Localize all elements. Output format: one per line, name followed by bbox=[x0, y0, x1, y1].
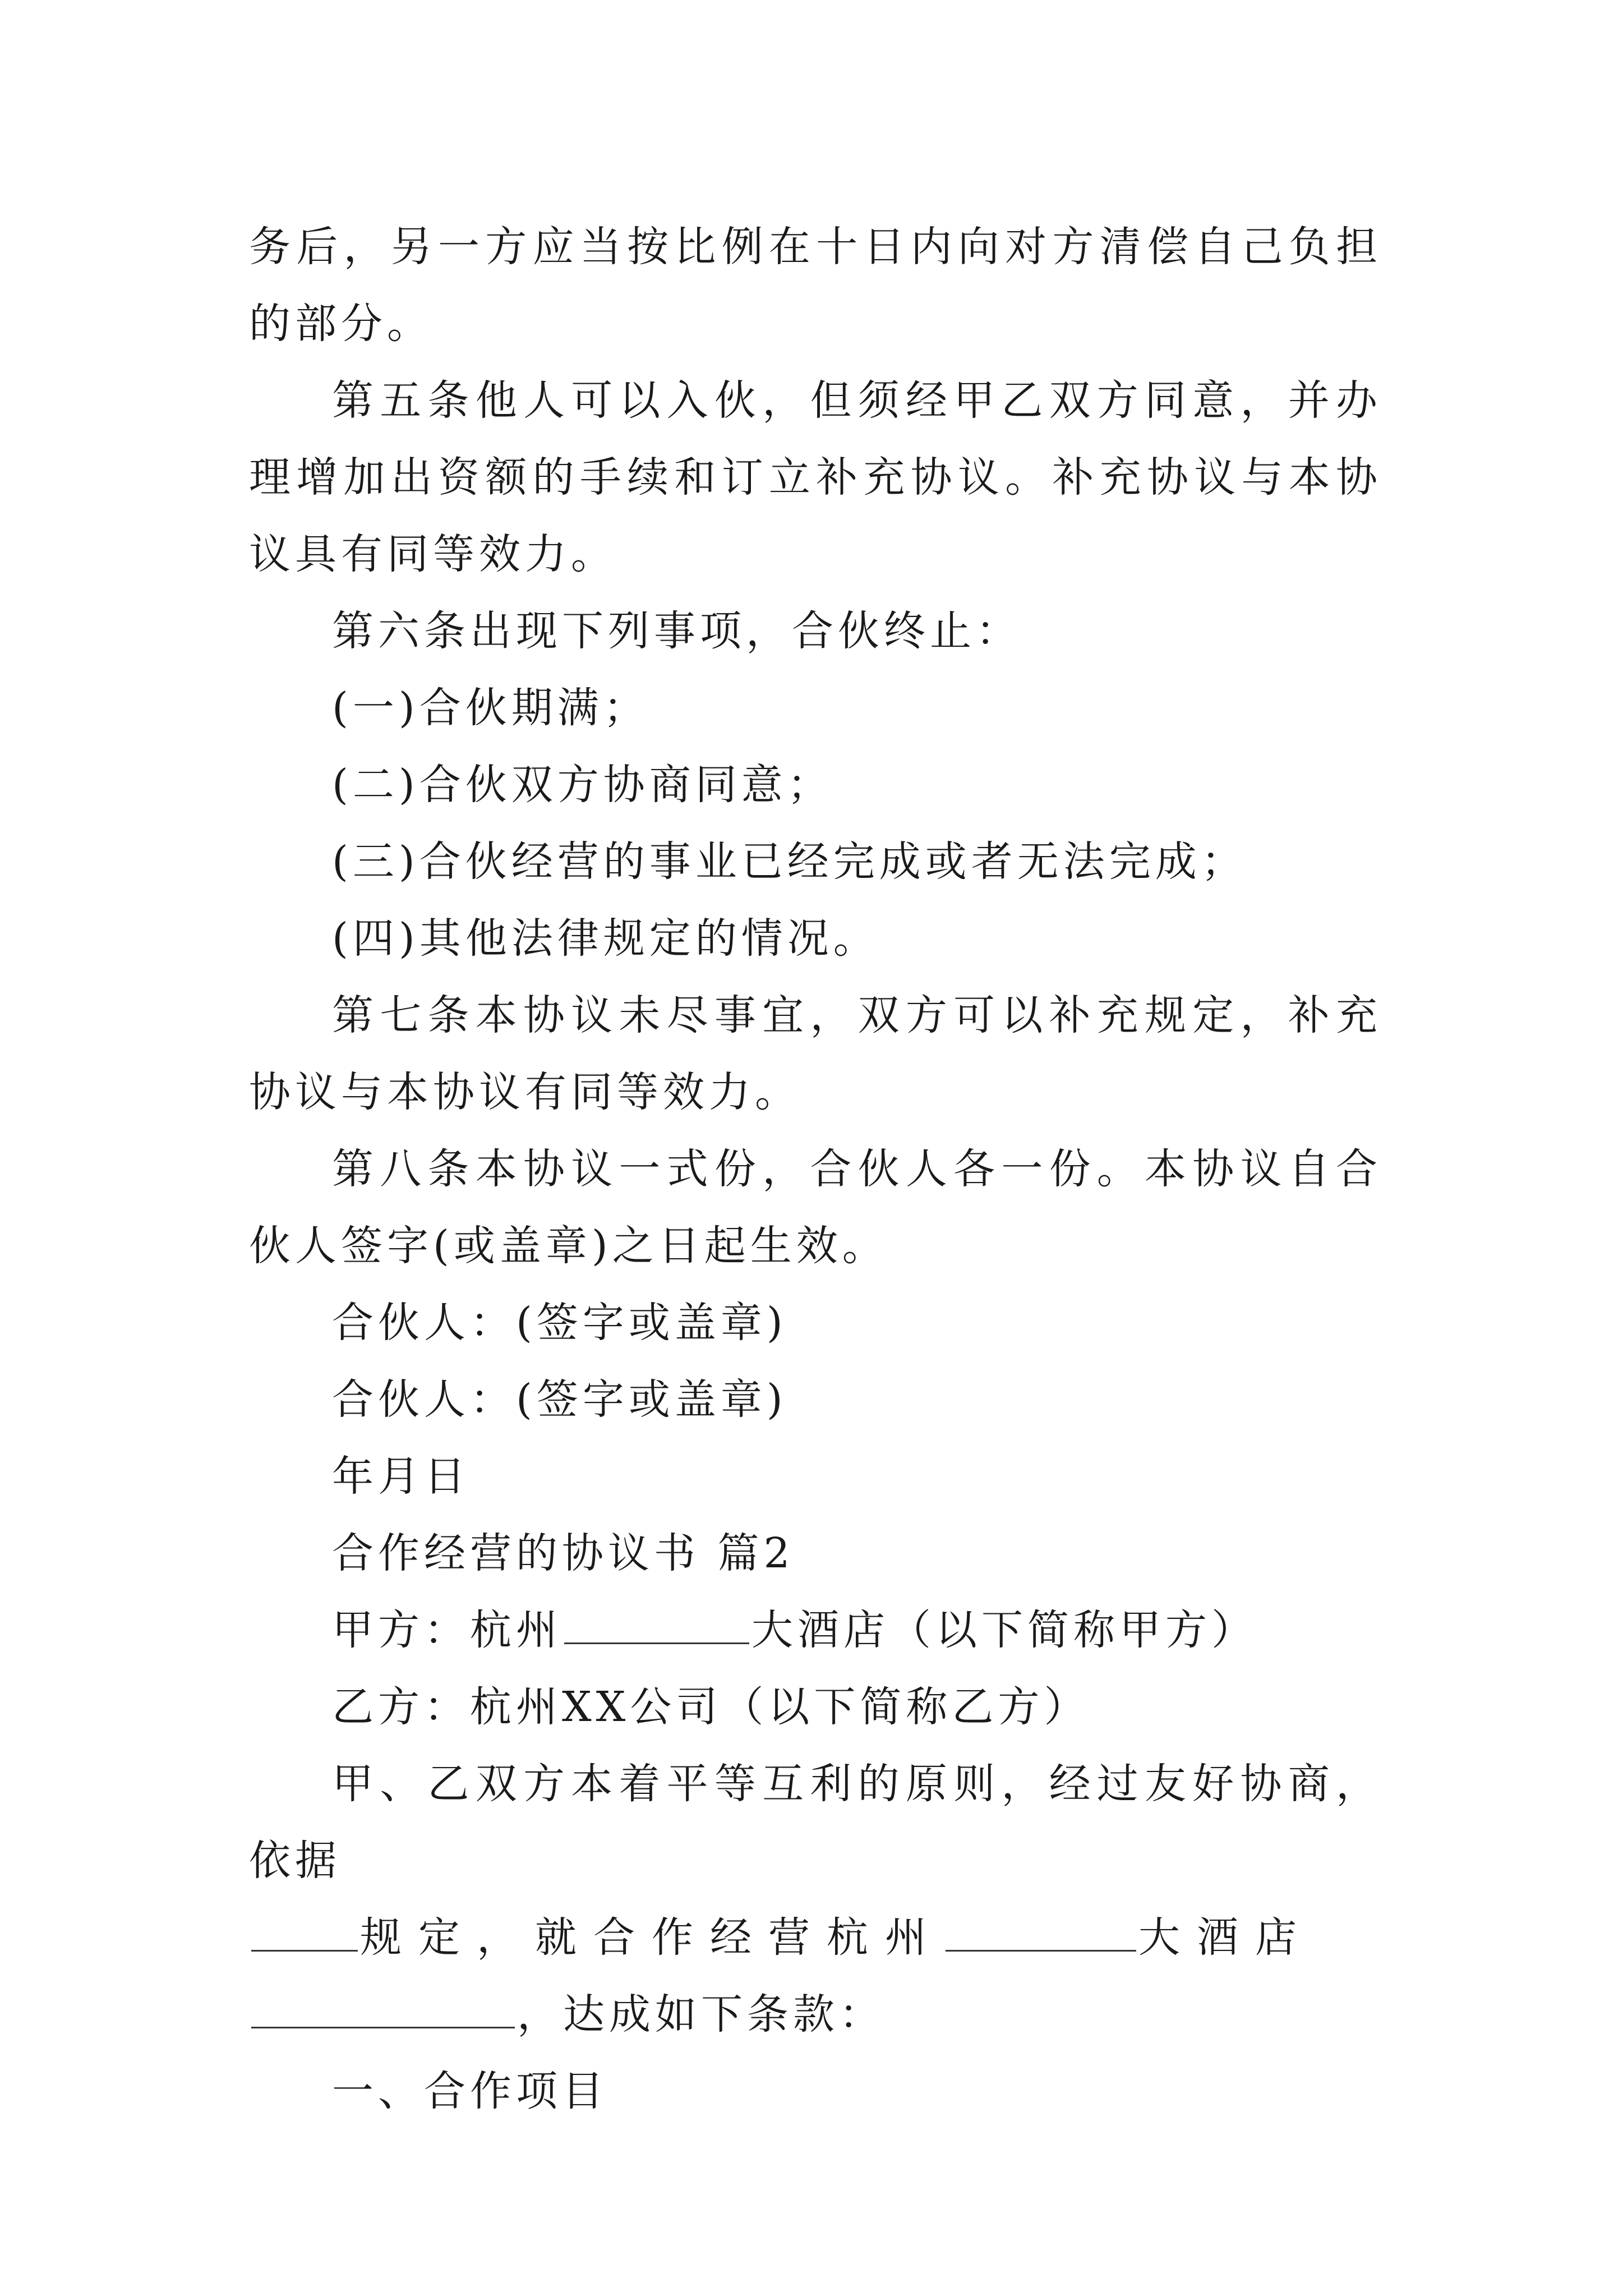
partner-signature-1: 合伙人：(签字或盖章) bbox=[332, 1299, 787, 1347]
party-a-line bbox=[249, 1592, 1382, 1669]
preamble-line: 甲、乙双方本着平等互利的原则，经过友好协商，依据 bbox=[249, 1760, 1382, 1885]
blank-line bbox=[564, 1603, 749, 1644]
section-heading: 一、合作项目 bbox=[332, 2067, 608, 2115]
preamble-end-text: ，达成如下条款： bbox=[517, 1990, 885, 2039]
article-7: 第七条本协议未尽事宜，双方可以补充规定，补充协议与本协议有同等效力。 bbox=[249, 991, 1382, 1116]
section-title: 合作经营的协议书 篇2 bbox=[332, 1529, 795, 1577]
paragraph-continuation: 务后，另一方应当按比例在十日内向对方清偿自己负担的部分。 bbox=[249, 223, 1382, 348]
party-a-suffix: 大酒店（以下简称甲方） bbox=[751, 1606, 1257, 1654]
preamble-text-b: 大酒店 bbox=[1138, 1913, 1313, 1962]
party-b-line: 乙方：杭州XX公司（以下简称乙方） bbox=[332, 1683, 1090, 1731]
blank-line bbox=[946, 1911, 1136, 1952]
article-8: 第八条本协议一式份，合伙人各一份。本协议自合伙人签字(或盖章)之日起生效。 bbox=[249, 1145, 1382, 1270]
blank-line bbox=[251, 1911, 358, 1952]
document-page bbox=[249, 209, 1382, 2130]
article-6-item-1: (一)合伙期满； bbox=[332, 684, 649, 732]
article-6-item-4: (四)其他法律规定的情况。 bbox=[332, 914, 879, 963]
party-a-label: 甲方：杭州 bbox=[332, 1606, 562, 1654]
blank-line bbox=[251, 1987, 515, 2028]
preamble-end-line bbox=[249, 1976, 1382, 2053]
article-5: 第五条他人可以入伙，但须经甲乙双方同意，并办理增加出资额的手续和订立补充协议。补充协议与本协议具有同等效力。 bbox=[249, 376, 1382, 578]
article-6-item-2: (二)合伙双方协商同意； bbox=[332, 761, 833, 809]
partner-signature-2: 合伙人：(签字或盖章) bbox=[332, 1375, 787, 1424]
preamble-text-a: 规定，就合作经营杭州 bbox=[360, 1913, 943, 1962]
preamble-blank-line bbox=[249, 1899, 1382, 1976]
article-6: 第六条出现下列事项，合伙终止： bbox=[332, 607, 1022, 655]
article-6-item-3: (三)合伙经营的事业已经完成或者无法完成； bbox=[332, 838, 1247, 886]
date-line: 年月日 bbox=[332, 1452, 470, 1501]
